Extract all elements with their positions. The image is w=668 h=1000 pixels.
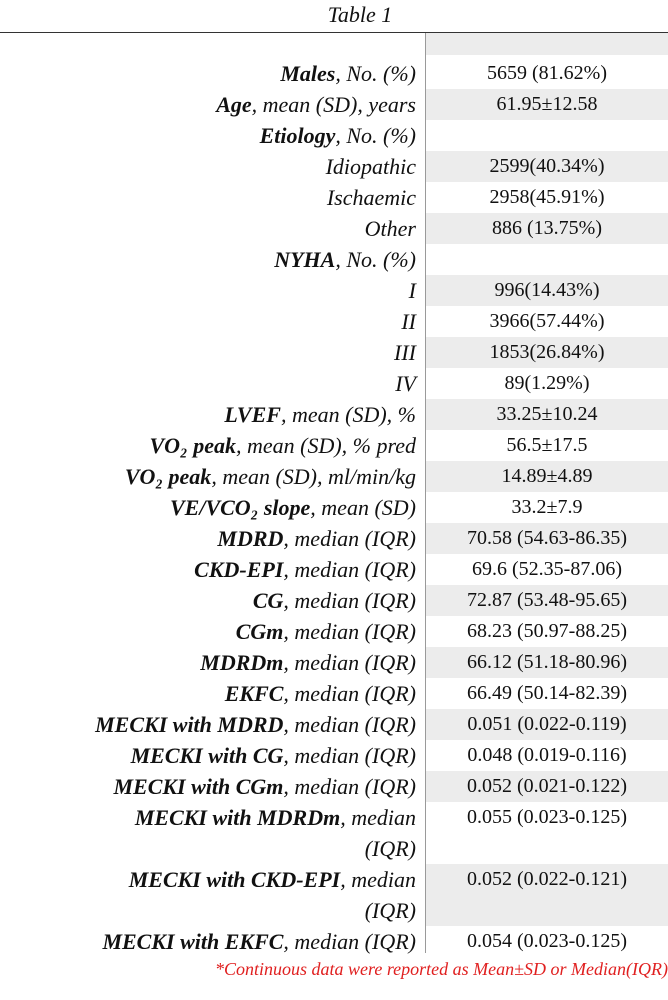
row-label-bold: VO₂ peak: [124, 464, 212, 489]
row-label-bold: VO₂ peak: [149, 433, 236, 458]
table-row: [0, 213, 668, 244]
table-row: [0, 58, 668, 89]
row-label: [0, 771, 416, 802]
row-label-text: , median (IQR): [283, 743, 416, 768]
row-label: [0, 182, 416, 213]
table-row: [0, 151, 668, 182]
table-row: [0, 306, 668, 337]
row-value: 72.87 (53.48-95.65): [426, 585, 668, 616]
table-row: [0, 709, 668, 740]
row-label: [0, 89, 416, 120]
row-value: [426, 244, 668, 275]
row-label: [0, 306, 416, 337]
row-value: 66.49 (50.14-82.39): [467, 682, 627, 704]
row-label-bold: CGm: [235, 619, 284, 644]
footnote: *Continuous data were reported as Mean±SD or Median(IQR): [215, 959, 668, 979]
row-value: 2599(40.34%): [426, 151, 668, 182]
row-label-text: , No. (%): [335, 123, 416, 148]
row-value: 0.055 (0.023-0.125): [467, 806, 627, 828]
table-row: [0, 89, 668, 120]
row-label-text: , mean (SD), ml/min/kg: [211, 464, 416, 489]
row-label: [0, 709, 416, 740]
table-row: [0, 492, 668, 523]
row-label-bold: Age: [216, 92, 252, 117]
row-value: 2958(45.91%): [489, 186, 605, 208]
table-row: [0, 647, 668, 678]
row-label: [0, 647, 416, 678]
table-row: [0, 554, 668, 585]
row-label-bold: MECKI with EKFC: [102, 929, 284, 954]
row-value: 886 (13.75%): [426, 213, 668, 244]
row-value: 66.12 (51.18-80.96): [426, 647, 668, 678]
table-row: [0, 120, 668, 151]
row-label-text: III: [394, 340, 416, 365]
table-row: [0, 678, 668, 709]
row-label-bold: LVEF: [224, 402, 281, 427]
row-value: 68.23 (50.97-88.25): [467, 620, 627, 642]
row-label: [0, 864, 416, 926]
row-label-text: , median: [340, 867, 416, 892]
row-label-bold: CKD-EPI: [194, 557, 284, 582]
row-value: 0.052 (0.021-0.122): [426, 771, 668, 802]
row-value: 1853(26.84%): [426, 337, 668, 368]
row-label: [0, 926, 416, 957]
table-row: [0, 802, 668, 864]
row-value: 996(14.43%): [426, 275, 668, 306]
table-row: [0, 864, 668, 926]
row-label: [0, 802, 416, 864]
row-label-text: , mean (SD): [310, 495, 416, 520]
row-value: 5659 (81.62%): [487, 62, 607, 84]
table-row: [0, 368, 668, 399]
row-label-text: , median (IQR): [283, 774, 416, 799]
row-value: 33.2±7.9: [511, 496, 583, 518]
row-label: [0, 492, 416, 523]
row-label-text: I: [408, 278, 416, 303]
row-value: 56.5±17.5: [506, 434, 588, 456]
row-label: [0, 740, 416, 771]
table-row: [0, 182, 668, 213]
row-label-text: , median (IQR): [283, 557, 416, 582]
row-label-text: , median (IQR): [283, 619, 416, 644]
row-label-bold: MECKI with CG: [130, 743, 284, 768]
row-label-text-cont: (IQR): [364, 836, 416, 861]
row-value: 3966(57.44%): [489, 310, 605, 332]
row-label: [0, 430, 416, 461]
row-label-text: II: [401, 309, 416, 334]
table-row: [0, 461, 668, 492]
row-label: [0, 244, 416, 275]
row-value: 61.95±12.58: [426, 89, 668, 120]
table-row: [0, 771, 668, 802]
row-label: [0, 461, 416, 492]
row-label: [0, 368, 416, 399]
row-label-bold: MECKI with CKD-EPI: [128, 867, 341, 892]
row-value: 70.58 (54.63-86.35): [426, 523, 668, 554]
row-label-bold: VE/VCO₂ slope: [169, 495, 311, 520]
row-label-text: , mean (SD), %: [280, 402, 416, 427]
row-label-text: , No. (%): [335, 247, 416, 272]
table-row: [0, 275, 668, 306]
row-label: [0, 585, 416, 616]
row-label-bold: MECKI with MDRD: [95, 712, 284, 737]
value-column-header: [426, 33, 668, 55]
table-row: [0, 244, 668, 275]
row-label-bold: MDRDm: [200, 650, 284, 675]
row-label-text: , mean (SD), % pred: [235, 433, 416, 458]
row-label-text: , median (IQR): [283, 526, 416, 551]
row-label-text: , median (IQR): [283, 650, 416, 675]
row-value: 0.051 (0.022-0.119): [426, 709, 668, 740]
row-label: [0, 399, 416, 430]
row-label: [0, 151, 416, 182]
row-label-text: , median: [340, 805, 416, 830]
row-value: 89(1.29%): [504, 372, 590, 394]
row-value: 0.054 (0.023-0.125): [467, 930, 627, 952]
row-label-bold: Males: [280, 61, 336, 86]
table-row: [0, 523, 668, 554]
row-label: [0, 678, 416, 709]
table-row: [0, 740, 668, 771]
table-title: Table 1: [327, 2, 393, 27]
row-value: [426, 120, 668, 151]
row-label-text: IV: [395, 371, 416, 396]
row-label-text: , median (IQR): [283, 712, 416, 737]
row-label: [0, 275, 416, 306]
row-label-text: Ischaemic: [326, 185, 416, 210]
row-label: [0, 616, 416, 647]
row-label-text: , mean (SD), years: [251, 92, 416, 117]
row-label-bold: MDRD: [217, 526, 284, 551]
row-label: [0, 523, 416, 554]
row-label: [0, 58, 416, 89]
table-row: [0, 399, 668, 430]
row-label: [0, 337, 416, 368]
row-label-bold: MECKI with CGm: [113, 774, 284, 799]
row-label: [0, 554, 416, 585]
row-value: 69.6 (52.35-87.06): [472, 558, 622, 580]
row-label: [0, 213, 416, 244]
row-value: 33.25±10.24: [426, 399, 668, 430]
row-label-text: Other: [364, 216, 416, 241]
row-value: 0.052 (0.022-0.121): [426, 864, 668, 926]
row-label-bold: MECKI with MDRDm: [134, 805, 341, 830]
row-label-text-cont: (IQR): [364, 898, 416, 923]
table-row: [0, 616, 668, 647]
table-row: [0, 585, 668, 616]
row-label-text: , No. (%): [335, 61, 416, 86]
row-value: 14.89±4.89: [426, 461, 668, 492]
table-row: [0, 337, 668, 368]
row-label-bold: EKFC: [224, 681, 284, 706]
row-value: 0.048 (0.019-0.116): [467, 744, 627, 766]
table-row: [0, 430, 668, 461]
row-label-text: , median (IQR): [283, 681, 416, 706]
row-label-bold: CG: [252, 588, 284, 613]
row-label-text: , median (IQR): [283, 929, 416, 954]
row-label: [0, 120, 416, 151]
row-label-text: Idiopathic: [325, 154, 416, 179]
table-row: [0, 926, 668, 957]
row-label-text: , median (IQR): [283, 588, 416, 613]
row-label-bold: NYHA: [274, 247, 336, 272]
row-label-bold: Etiology: [259, 123, 336, 148]
